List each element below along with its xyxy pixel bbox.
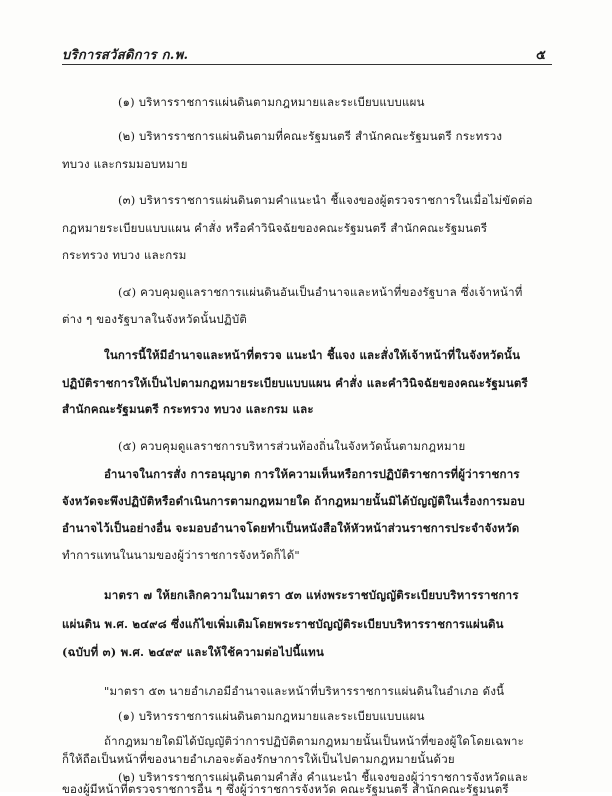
paragraph-line: (ฉบับที่ ๓) พ.ศ. ๒๔๙๙ และให้ใช้ความต่อไปนี้แทน bbox=[62, 645, 325, 659]
paragraph-line: มาตรา ๗ ให้ยกเลิกความในมาตรา ๕๓ แห่งพระราชบัญญัติระเบียบบริหารราชการ bbox=[104, 588, 519, 602]
page-number: ๕ bbox=[536, 48, 546, 63]
paragraph-line: "มาตรา ๕๓ นายอำเภอมีอำนาจและหน้าที่บริหารราชการแผ่นดินในอำเภอ ดังนี้ bbox=[104, 684, 505, 698]
running-header-title: บริการสวัสดิการ ก.พ. bbox=[62, 48, 189, 63]
paragraph-line: (๑) บริหารราชการแผ่นดินตามกฎหมายและระเบียบแบบแผน bbox=[118, 95, 425, 109]
paragraph-line: กระทรวง ทบวง และกรม bbox=[62, 248, 187, 262]
paragraph-line: (๑) บริหารราชการแผ่นดินตามกฎหมายและระเบียบแบบแผน bbox=[118, 709, 425, 723]
paragraph-line: จังหวัดจะพึงปฏิบัติหรือดำเนินการตามกฎหมายใด ถ้ากฎหมายนั้นมิได้บัญญัติในเรื่องการมอบ bbox=[62, 494, 525, 508]
paragraph-line: ต่าง ๆ ของรัฐบาลในจังหวัดนั้นปฏิบัติ bbox=[62, 312, 247, 326]
paragraph-line: แผ่นดิน พ.ศ. ๒๔๙๘ ซึ่งแก้ไขเพิ่มเติมโดยพระราชบัญญัติระเบียบบริหารราชการแผ่นดิน bbox=[62, 617, 504, 631]
paragraph-line: ของผู้มีหน้าที่ตรวจราชการอื่น ๆ ซึ่งผู้ว่าราชการจังหวัด คณะรัฐมนตรี สำนักคณะรัฐมนตรี bbox=[62, 782, 509, 796]
paragraph-line: ในการนี้ให้มีอำนาจและหน้าที่ตรวจ แนะนำ ชี้แจง และสั่งให้เจ้าหน้าที่ในจังหวัดนั้น bbox=[104, 348, 521, 362]
paragraph-line: สำนักคณะรัฐมนตรี กระทรวง ทบวง และกรม และ bbox=[62, 402, 314, 416]
paragraph-line: (๓) บริหารราชการแผ่นดินตามคำแนะนำ ชี้แจงของผู้ตรวจราชการในเมื่อไม่ขัดต่อ bbox=[118, 193, 533, 207]
paragraph-line: ทบวง และกรมมอบหมาย bbox=[62, 157, 188, 171]
paragraph-line: อำนาจไว้เป็นอย่างอื่น จะมอบอำนาจโดยทำเป็นหนังสือให้หัวหน้าส่วนราชการประจำจังหวัด bbox=[62, 521, 520, 535]
paragraph-line: อำนาจในการสั่ง การอนุญาต การให้ความเห็นหรือการปฏิบัติราชการที่ผู้ว่าราชการ bbox=[104, 467, 520, 481]
paragraph-line: ถ้ากฎหมายใดมิได้บัญญัติว่าการปฏิบัติตามกฎหมายนั้นเป็นหน้าที่ของผู้ใดโดยเฉพาะ bbox=[104, 734, 525, 748]
paragraph-line: ทำการแทนในนามของผู้ว่าราชการจังหวัดก็ได้" bbox=[62, 548, 300, 562]
paragraph-line: ปฏิบัติราชการให้เป็นไปตามกฎหมายระเบียบแบบแผน คำสั่ง และคำวินิจฉัยของคณะรัฐมนตรี bbox=[62, 376, 528, 390]
paragraph-line: (๒) บริหารราชการแผ่นดินตามคำสั่ง คำแนะนำ ชี้แจงของผู้ว่าราชการจังหวัดและ bbox=[118, 770, 529, 784]
paragraph-line: (๕) ควบคุมดูแลราชการบริหารส่วนท้องถิ่นในจังหวัดนั้นตามกฎหมาย bbox=[118, 439, 466, 453]
paragraph-line: (๒) บริหารราชการแผ่นดินตามที่คณะรัฐมนตรี สำนักคณะรัฐมนตรี กระทรวง bbox=[118, 129, 503, 143]
header-divider bbox=[62, 64, 552, 65]
paragraph-line: กฎหมายระเบียบแบบแผน คำสั่ง หรือคำวินิจฉัยของคณะรัฐมนตรี สำนักคณะรัฐมนตรี bbox=[62, 221, 488, 235]
paragraph-line: ก็ให้ถือเป็นหน้าที่ของนายอำเภอจะต้องรักษาการให้เป็นไปตามกฎหมายนั้นด้วย bbox=[62, 752, 455, 766]
paragraph-line: (๔) ควบคุมดูแลราชการแผ่นดินอันเป็นอำนาจและหน้าที่ของรัฐบาล ซึ่งเจ้าหน้าที่ bbox=[118, 285, 523, 299]
